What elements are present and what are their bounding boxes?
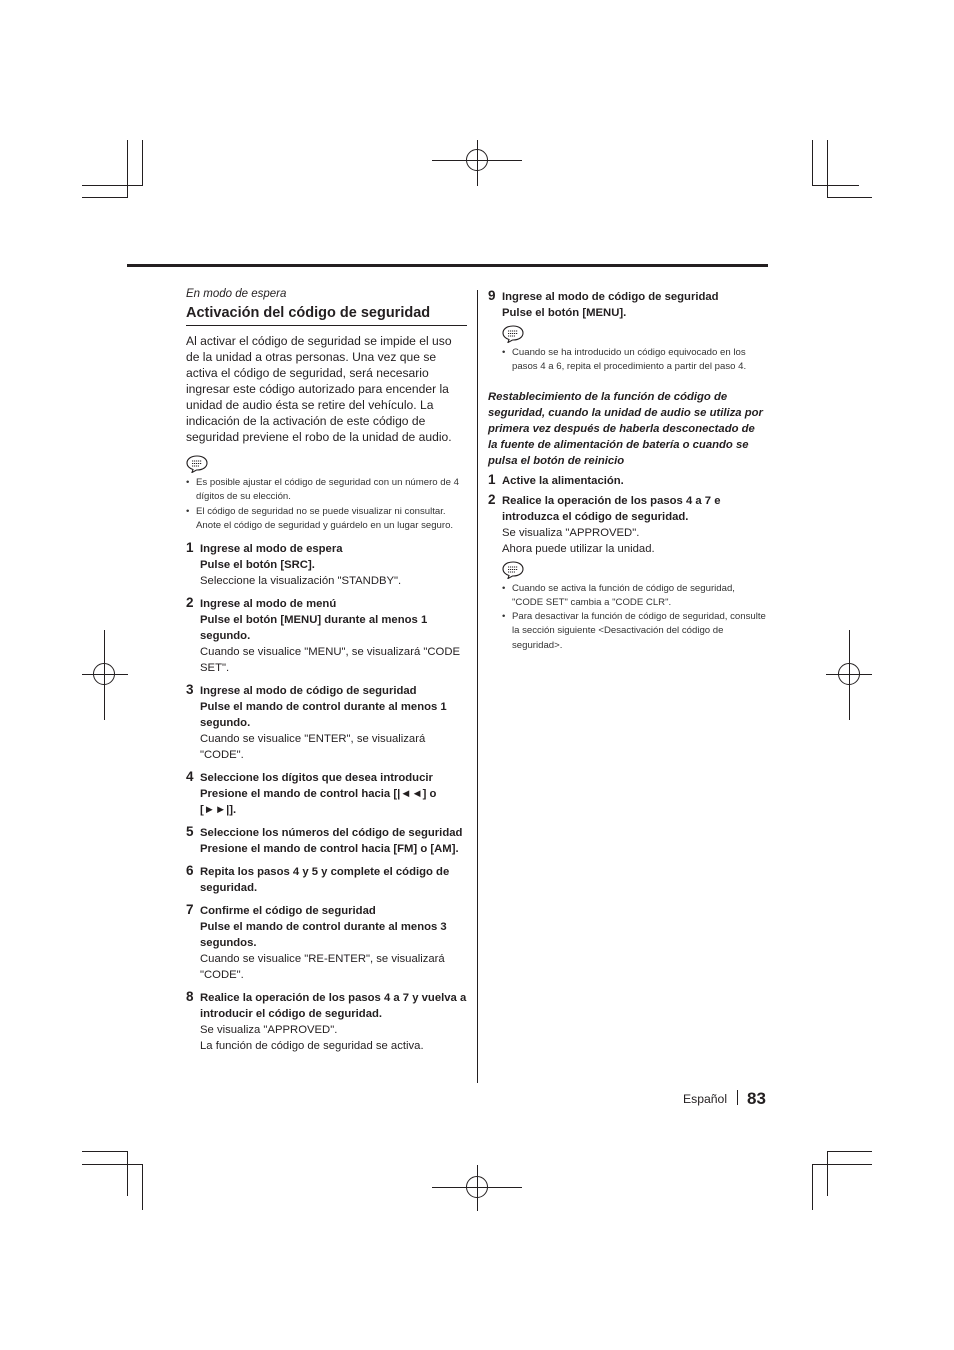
list-item: • Cuando se activa la función de código de seguridad, "CODE SET" cambia a "CODE CLR". [502, 582, 766, 611]
reset-heading: Restablecimiento de la función de código de seguridad, cuando la unidad de audio se utiliza por primera vez después de haberla desconectado de la fuente de alimentación de batería o cuando se pulsa el botón de reinicio [488, 390, 763, 467]
step-8: 8 Realice la operación de los pasos 4 a 7 y vuelva a introducir el código de seguridad. Se visualiza "APPROVED". La función de código de seguridad se activa. [186, 989, 467, 1053]
list-item: • Cuando se ha introducido un código equivocado en los pasos 4 a 6, repita el procedimiento a partir del paso 4. [502, 346, 766, 375]
left-column [186, 287, 467, 1061]
note-icon [186, 455, 208, 473]
step-7: 7 Confirme el código de seguridad Pulse el mando de control durante al menos 3 segundos. Cuando se visualice "RE-ENTER", se visualizará "CODE". [186, 902, 447, 982]
footer-divider [737, 1090, 738, 1105]
step-6: 6 Repita los pasos 4 y 5 y complete el código de seguridad. [186, 863, 450, 895]
footer-language: Español [683, 1092, 728, 1106]
note-icon [502, 325, 524, 343]
step-2: 2 Ingrese al modo de menú Pulse el botón [MENU] durante al menos 1 segundo. Cuando se visualice "MENU", se visualizará "CODE SET". [186, 595, 461, 675]
right-column [488, 289, 766, 661]
step-5: 5 Seleccione los números del código de seguridad Presione el mando de control hacia [FM] o [AM]. [186, 824, 463, 856]
section-label: En modo de espera [186, 288, 287, 300]
column-divider [477, 290, 478, 1083]
header-rule [127, 264, 768, 267]
step-3: 3 Ingrese al modo de código de seguridad Pulse el mando de control durante al menos 1 segundo. Cuando se visualice "ENTER", se visualizará "CODE". [186, 682, 447, 762]
intro-notes [186, 476, 467, 533]
reset-step-1: 1 Active la alimentación. [488, 471, 624, 487]
list-item: • Para desactivar la función de código de seguridad, consulte la sección siguiente <Desactivación del código de seguridad>. [502, 610, 766, 653]
reset-step-2: 2 Realice la operación de los pasos 4 a 7 e introduzca el código de seguridad. Se visualiza "APPROVED". Ahora puede utilizar la unidad. [488, 491, 721, 555]
page-title: Activación del código de seguridad [186, 303, 467, 326]
reset-notes [502, 582, 766, 653]
page-number: 83 [747, 1089, 766, 1108]
list-item: • Es posible ajustar el código de seguridad con un número de 4 dígitos de su elección. [186, 476, 467, 505]
step-4: 4 Seleccione los dígitos que desea introducir Presione el mando de control hacia [|◄◄] o [►►|]. [186, 769, 437, 817]
note-icon [502, 561, 524, 579]
step-9: 9 Ingrese al modo de código de seguridad Pulse el botón [MENU]. [488, 288, 719, 319]
step-1: 1 Ingrese al modo de espera Pulse el botón [SRC]. Seleccione la visualización "STANDBY". [186, 540, 402, 588]
step9-notes [502, 346, 766, 375]
list-item: • El código de seguridad no se puede visualizar ni consultar. Anote el código de seguridad y guárdelo en un lugar seguro. [186, 505, 467, 534]
page-footer [683, 1089, 766, 1109]
intro-paragraph: Al activar el código de seguridad se impide el uso de la unidad a otras personas. Una vez que se activa el código de seguridad, será necesario ingresar este código autorizado para encender la unidad de audio ésta se retire del vehículo. La indicación de la activación de este código de seguridad previene el robo de la unidad de audio. [186, 334, 452, 444]
